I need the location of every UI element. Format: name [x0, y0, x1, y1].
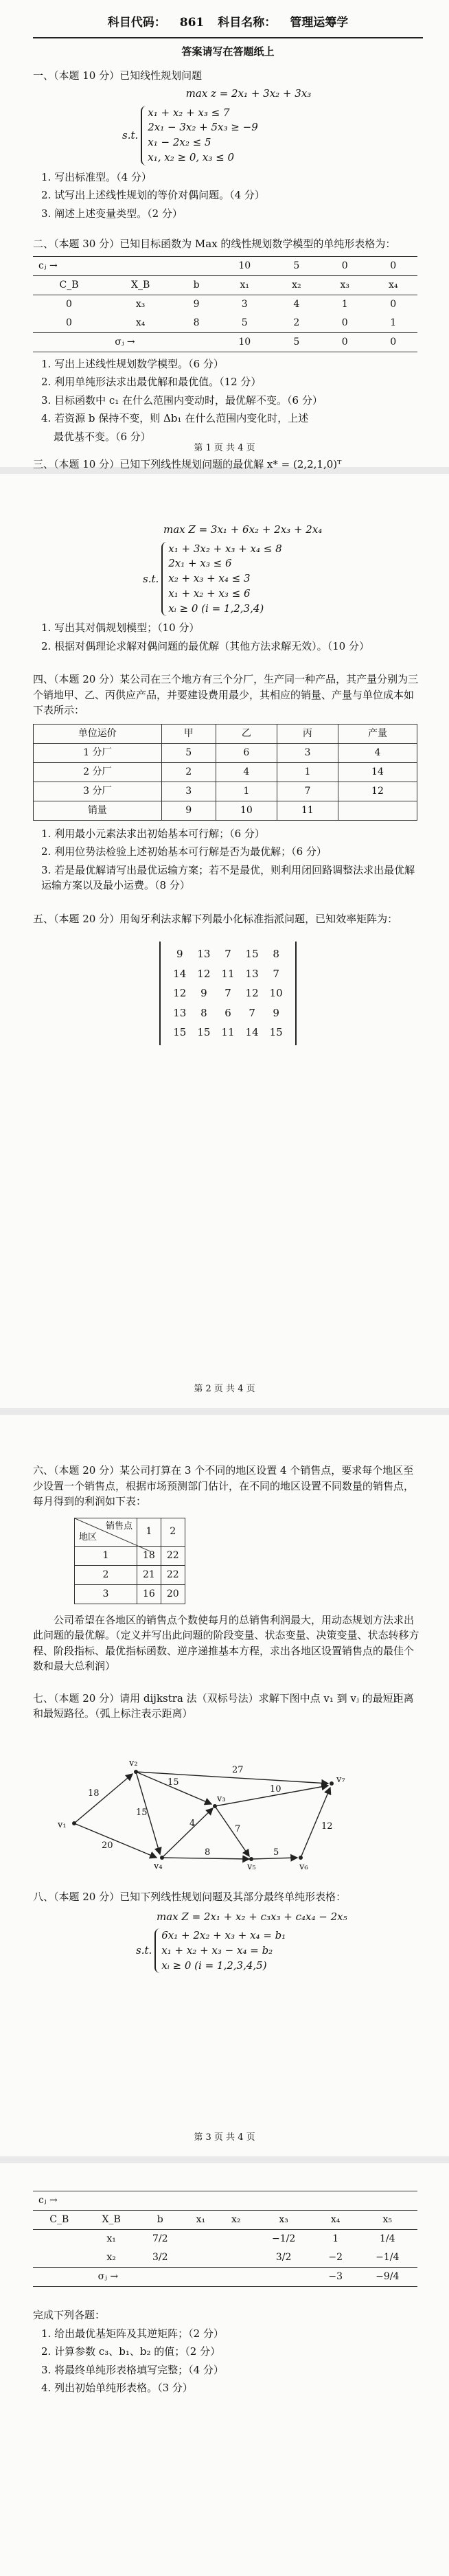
- cell: 14: [245, 1026, 259, 1039]
- edge: [74, 1823, 157, 1858]
- cell: −9/4: [358, 2268, 417, 2287]
- cell: −2: [328, 2252, 343, 2263]
- question-2-item: 1. 写出上述线性规划数学模型。（6 分）: [41, 357, 224, 370]
- cell: 12: [173, 987, 187, 1000]
- cell: 0: [321, 332, 369, 352]
- question-4-item: 2. 利用位势法检验上述初始基本可行解是否为最优解；（6 分）: [41, 845, 327, 858]
- cj-value: [314, 2191, 358, 2211]
- cell: 16: [137, 1584, 161, 1604]
- st-label: s.t.: [122, 128, 139, 141]
- cell: [338, 801, 417, 820]
- cj-value: 5: [273, 256, 321, 275]
- table-row: [75, 1565, 185, 1584]
- cell: 3: [161, 782, 216, 801]
- col-header: x₄: [369, 275, 417, 295]
- node-label: v₃: [217, 1793, 226, 1804]
- subject-name: 管理运筹学: [290, 15, 349, 30]
- cell: 7: [224, 987, 231, 1000]
- cell: 3/2: [275, 2252, 292, 2263]
- tasks-head: 完成下列各题：: [33, 2309, 106, 2321]
- constraint: x₁ + x₂ + x₃ ≤ 6: [168, 586, 251, 600]
- cell: 22: [161, 1565, 185, 1584]
- node-label: v₂: [129, 1757, 138, 1768]
- question-3-objective: max Z = 3x₁ + 6x₂ + 2x₃ + 2x₄: [163, 523, 323, 536]
- question-4-head: 四、（本题 20 分）某公司在三个地方有三个分厂，生产同一种产品，其产量分别为三个销地甲、乙、丙供应产品，并要建设费用最少，其相应的销量、产量与单位成本如下表所示：: [33, 673, 419, 717]
- network-graph: [33, 1727, 417, 1871]
- answer-notice: 答案请写在答题纸上: [181, 45, 275, 58]
- cell: −3: [314, 2268, 358, 2287]
- exam-header: [33, 0, 423, 38]
- corner-cell: [75, 1518, 137, 1546]
- constraint: 2x₁ + x₃ ≤ 6: [168, 557, 232, 570]
- question-8-head: 八、（本题 20 分）已知下列线性规划问题及其部分最终单纯形表格：: [33, 1891, 347, 1903]
- question-8-item: 3. 将最终单纯形表格填写完整；（4 分）: [41, 2363, 224, 2376]
- cell: 8: [200, 1006, 207, 1019]
- node: [134, 1770, 138, 1774]
- cell: 10: [217, 332, 273, 352]
- edge: [251, 1858, 297, 1859]
- matrix-row: [168, 964, 288, 984]
- cell: [253, 2268, 313, 2287]
- edge-weight: 15: [136, 1807, 148, 1818]
- edge-weight: 27: [232, 1764, 244, 1775]
- cell: 0: [369, 332, 417, 352]
- cell: [218, 2248, 253, 2268]
- cell: 8: [273, 948, 279, 961]
- cell: 1 分厂: [34, 743, 162, 762]
- exam-page-2: [0, 474, 449, 1408]
- col-header: X_B: [105, 275, 176, 295]
- cell: 0: [33, 295, 105, 314]
- question-1: [33, 68, 423, 222]
- corner-bottom-label: 地区: [79, 1532, 97, 1542]
- col-header: 乙: [216, 724, 277, 743]
- cell: x₂: [106, 2252, 116, 2263]
- cell: −1/2: [253, 2230, 313, 2249]
- col-header: x₂: [218, 2211, 253, 2230]
- edge-weight: 5: [273, 1847, 279, 1858]
- cell: x₁: [86, 2230, 137, 2249]
- cj-value: 0: [321, 256, 369, 275]
- edge-weight: 20: [102, 1840, 113, 1851]
- edge-weight: 7: [235, 1823, 241, 1834]
- edge: [74, 1774, 133, 1823]
- cell: 11: [221, 967, 235, 980]
- cj-value: [218, 2191, 253, 2211]
- cell: 7: [224, 948, 231, 961]
- question-2: [33, 236, 423, 444]
- cell: 12: [245, 987, 259, 1000]
- edge-weight: 8: [205, 1847, 211, 1858]
- cell: 10: [269, 987, 283, 1000]
- question-3-constraints: [143, 542, 423, 617]
- node-label: v₅: [247, 1861, 256, 1871]
- subject-code-label: 科目代码：: [107, 15, 166, 30]
- question-3-head: 三、（本题 10 分）已知下列线性规划问题的最优解 x* = (2,2,1,0)ᵀ: [33, 458, 342, 470]
- cell: 20: [161, 1584, 185, 1604]
- cell: 7/2: [137, 2230, 183, 2249]
- cell: 9: [176, 295, 217, 314]
- cell: 3 分厂: [34, 782, 162, 801]
- question-5-head: 五、（本题 20 分）用匈牙利法求解下列最小化标准指派问题，已知效率矩阵为：: [33, 912, 398, 925]
- cj-value: [358, 2191, 417, 2211]
- col-header: x₂: [273, 275, 321, 295]
- question-3-item: 1. 写出其对偶规划模型；（10 分）: [41, 622, 200, 635]
- cell: 1/4: [358, 2230, 417, 2249]
- question-2-item: 3. 目标函数中 c₁ 在什么范围内变动时，最优解不变。（6 分）: [41, 394, 323, 407]
- cell: [33, 2248, 86, 2268]
- question-6: [33, 1463, 423, 1674]
- col-header: 1: [137, 1518, 161, 1546]
- cell: 13: [173, 1006, 187, 1019]
- cell: 8: [193, 317, 200, 328]
- question-6-head: 六、（本题 20 分）某公司打算在 3 个不同的地区设置 4 个销售点，要求每个地区至少设置一个销售点，根据市场预测部门估计，在不同的地区设置不同数量的销售点，每月得到的利润如下表：: [33, 1464, 415, 1507]
- col-header: b: [176, 275, 217, 295]
- col-header: b: [137, 2211, 183, 2230]
- node: [299, 1856, 303, 1860]
- cell: 13: [245, 967, 259, 980]
- table-row: [34, 762, 417, 782]
- exam-page-3: [0, 1415, 449, 2156]
- question-2-item: 4. 若资源 b 保持不变，则 Δb₁ 在什么范围内变化时，上述: [41, 412, 309, 424]
- question-6-body: 公司希望在各地区的销售点个数使每月的总销售利润最大，用动态规划方法求出此问题的最优解。（定义并写出此问题的阶段变量、状态变量、决策变量、状态转移方程、阶段指标、最优指标函数、逆序递推基本方程，求出各地区设置销售点的最佳个数和最大总利润）: [33, 1613, 419, 1672]
- edge: [215, 1806, 249, 1856]
- cell: 2: [75, 1565, 137, 1584]
- cell: 2: [161, 762, 216, 782]
- node-label: v₄: [154, 1860, 163, 1871]
- question-3-item: 2. 根据对偶理论求解对偶问题的最优解（其他方法求解无效）。（10 分）: [41, 639, 369, 652]
- col-header: x₄: [314, 2211, 358, 2230]
- question-8-item: 4. 列出初始单纯形表格。（3 分）: [41, 2382, 193, 2394]
- cell: 5: [273, 332, 321, 352]
- cell: −1/4: [376, 2252, 400, 2263]
- constraint: xᵢ ≥ 0 (i = 1,2,3,4): [168, 602, 264, 615]
- edge-weight: 18: [88, 1788, 100, 1799]
- simplex-table-q2: [33, 256, 417, 352]
- exam-page-4: [0, 2163, 449, 2576]
- subject-code: 861: [179, 15, 205, 30]
- question-7: [33, 1691, 423, 1876]
- col-header: x₅: [358, 2211, 417, 2230]
- cell: 14: [338, 762, 417, 782]
- cell: 1: [75, 1546, 137, 1565]
- cj-value: 0: [369, 256, 417, 275]
- cell: 9: [161, 801, 216, 820]
- col-header: X_B: [86, 2211, 137, 2230]
- question-4-item: 1. 利用最小元素法求出初始基本可行解；（6 分）: [41, 827, 265, 840]
- cell: 10: [216, 801, 277, 820]
- question-4-item: 3. 若是最优解请写出最优运输方案；若不是最优，则利用闭回路调整法求出最优解运输方案以及最小运费。（8 分）: [41, 863, 415, 892]
- col-header: x₃: [321, 275, 369, 295]
- cell: 9: [200, 987, 207, 1000]
- cell: 13: [197, 948, 211, 961]
- question-1-head: 一、（本题 10 分）已知线性规划问题: [33, 69, 203, 82]
- question-8: [33, 1889, 423, 1973]
- constraint: x₁ + 3x₂ + x₃ + x₄ ≤ 8: [168, 542, 282, 555]
- constraint: 2x₁ − 3x₂ + 5x₃ ≥ −9: [148, 121, 258, 134]
- cell: 3: [217, 295, 273, 314]
- question-2-item: 2. 利用单纯形法求出最优解和最优值。（12 分）: [41, 376, 262, 388]
- matrix-row: [168, 944, 288, 964]
- cj-label: cⱼ →: [33, 256, 217, 275]
- cell: [183, 2230, 218, 2249]
- corner-top-label: 销售点: [105, 1520, 133, 1531]
- cell: 3/2: [152, 2252, 168, 2263]
- question-1-item: 3. 阐述上述变量类型。（2 分）: [41, 207, 183, 220]
- node: [213, 1804, 217, 1808]
- cell: 12: [197, 967, 211, 980]
- question-1-objective: max z = 2x₁ + 3x₂ + 3x₃: [185, 87, 312, 100]
- col-header: C_B: [33, 2211, 86, 2230]
- table-row: [34, 801, 417, 820]
- cell: [183, 2268, 218, 2287]
- cell: 4: [338, 743, 417, 762]
- col-header: x₁: [217, 275, 273, 295]
- cell: 1: [390, 317, 397, 328]
- col-header: 甲: [161, 724, 216, 743]
- page-footer: 第 2 页 共 4 页: [194, 1383, 255, 1394]
- question-1-item: 2. 试写出上述线性规划的等价对偶问题。（4 分）: [41, 189, 265, 201]
- sigma-label: σⱼ →: [33, 2268, 183, 2287]
- cell: 5: [241, 317, 248, 328]
- cell: 销量: [34, 801, 162, 820]
- cj-value: 10: [217, 256, 273, 275]
- col-header: 单位运价: [34, 724, 162, 743]
- page-footer: 第 3 页 共 4 页: [194, 2132, 255, 2143]
- table-row: [33, 2248, 417, 2268]
- question-4: [33, 672, 423, 893]
- cell: 22: [161, 1546, 185, 1565]
- question-2-item: 最优基不变。（6 分）: [54, 430, 151, 443]
- cell: 14: [173, 967, 187, 980]
- cell: 11: [277, 801, 338, 820]
- sigma-row: [33, 332, 417, 352]
- sigma-label: σⱼ →: [33, 332, 217, 352]
- cell: 2 分厂: [34, 762, 162, 782]
- question-2-head: 二、（本题 30 分）已知目标函数为 Max 的线性规划数学模型的单纯形表格为：: [33, 238, 396, 250]
- cell: [33, 2230, 86, 2249]
- question-5: [33, 911, 423, 1056]
- cell: 4: [216, 762, 277, 782]
- cj-label: cⱼ →: [33, 2191, 183, 2211]
- matrix-row: [168, 1003, 288, 1023]
- question-8-constraints: [136, 1928, 423, 1973]
- table-row: [33, 2230, 417, 2249]
- st-label: s.t.: [143, 572, 159, 585]
- cell: 15: [245, 948, 259, 961]
- table-row: [34, 743, 417, 762]
- cell: 0: [66, 317, 72, 328]
- cell: 3: [277, 743, 338, 762]
- cell: 3: [75, 1584, 137, 1604]
- cell: 2: [293, 317, 300, 328]
- constraint: x₁, x₂ ≥ 0, x₃ ≤ 0: [148, 150, 235, 163]
- constraint: x₁ + x₂ + x₃ − x₄ = b₂: [161, 1944, 273, 1957]
- edge: [162, 1858, 249, 1859]
- profit-table: [74, 1518, 185, 1604]
- cell: 6: [216, 743, 277, 762]
- node-label: v₁: [58, 1819, 67, 1830]
- subject-name-label: 科目名称：: [218, 15, 277, 30]
- cell: 18: [137, 1546, 161, 1565]
- page-footer: 第 1 页 共 4 页: [194, 442, 255, 453]
- cell: 1: [216, 782, 277, 801]
- cell: 9: [273, 1006, 279, 1019]
- efficiency-matrix: [159, 942, 296, 1045]
- edge-weight: 15: [168, 1777, 179, 1788]
- table-row: [75, 1584, 185, 1604]
- col-header: C_B: [33, 275, 105, 295]
- node: [330, 1781, 334, 1786]
- node-label: v₆: [299, 1861, 308, 1871]
- matrix-row: [168, 983, 288, 1003]
- question-8-item: 1. 给出最优基矩阵及其逆矩阵；（2 分）: [41, 2327, 224, 2340]
- node: [249, 1857, 253, 1861]
- edge-weight: 4: [189, 1818, 196, 1829]
- constraint: xᵢ ≥ 0 (i = 1,2,3,4,5): [161, 1959, 267, 1972]
- cell: [183, 2248, 218, 2268]
- question-1-item: 1. 写出标准型。（4 分）: [41, 170, 152, 183]
- cell: 1: [277, 762, 338, 782]
- cell: 1: [321, 295, 369, 314]
- cell: 1: [314, 2230, 358, 2249]
- cell: 0: [341, 317, 348, 328]
- table-row: [33, 314, 417, 333]
- cell: 7: [249, 1006, 255, 1019]
- edge-weight: 10: [270, 1783, 281, 1794]
- table-row: [33, 295, 417, 314]
- cell: 21: [137, 1565, 161, 1584]
- edge-weight: 12: [321, 1821, 333, 1832]
- cj-value: [183, 2191, 218, 2211]
- cell: 15: [197, 1026, 211, 1039]
- transport-table: [33, 724, 417, 821]
- question-8-item: 2. 计算参数 c₃、b₁、b₂ 的值；（2 分）: [41, 2345, 221, 2358]
- constraint: 6x₁ + 2x₂ + x₃ + x₄ = b₁: [161, 1929, 286, 1941]
- constraint: x₂ + x₃ + x₄ ≤ 3: [168, 572, 251, 584]
- matrix-row: [168, 1023, 288, 1042]
- table-row: [34, 782, 417, 801]
- cell: 0: [369, 295, 417, 314]
- col-header: x₁: [183, 2211, 218, 2230]
- cell: 15: [269, 1026, 283, 1039]
- cell: 6: [224, 1006, 231, 1019]
- exam-page-1: [0, 0, 449, 470]
- node: [160, 1856, 164, 1860]
- node: [72, 1821, 76, 1825]
- sigma-row: [33, 2268, 417, 2287]
- col-header: x₃: [253, 2211, 313, 2230]
- constraint: x₁ − 2x₂ ≤ 5: [148, 136, 211, 148]
- cell: x₃: [105, 295, 176, 314]
- question-8-objective: max Z = 2x₁ + x₂ + c₃x₃ + c₄x₄ − 2x₅: [157, 1910, 347, 1923]
- cell: 12: [338, 782, 417, 801]
- cell: [218, 2268, 253, 2287]
- cell: 11: [221, 1026, 235, 1039]
- cell: 7: [273, 967, 279, 980]
- cj-value: [253, 2191, 313, 2211]
- question-7-head: 七、（本题 20 分）请用 dijkstra 法（双标号法）求解下图中点 v₁ 到 vⱼ 的最短距离和最短路径。（弧上标注表示距离）: [33, 1691, 414, 1720]
- col-header: 产量: [338, 724, 417, 743]
- col-header: 丙: [277, 724, 338, 743]
- constraint: x₁ + x₂ + x₃ ≤ 7: [148, 106, 230, 119]
- st-label: s.t.: [136, 1944, 152, 1957]
- cell: 9: [176, 948, 183, 961]
- cell: 5: [161, 743, 216, 762]
- final-simplex-table: [33, 2191, 417, 2287]
- node-label: v₇: [336, 1774, 345, 1785]
- cell: [218, 2230, 253, 2249]
- question-1-constraints: [122, 106, 423, 166]
- cell: 7: [277, 782, 338, 801]
- col-header: 2: [161, 1518, 185, 1546]
- cell: 15: [173, 1026, 187, 1039]
- cell: x₄: [135, 317, 146, 328]
- cell: 4: [273, 295, 321, 314]
